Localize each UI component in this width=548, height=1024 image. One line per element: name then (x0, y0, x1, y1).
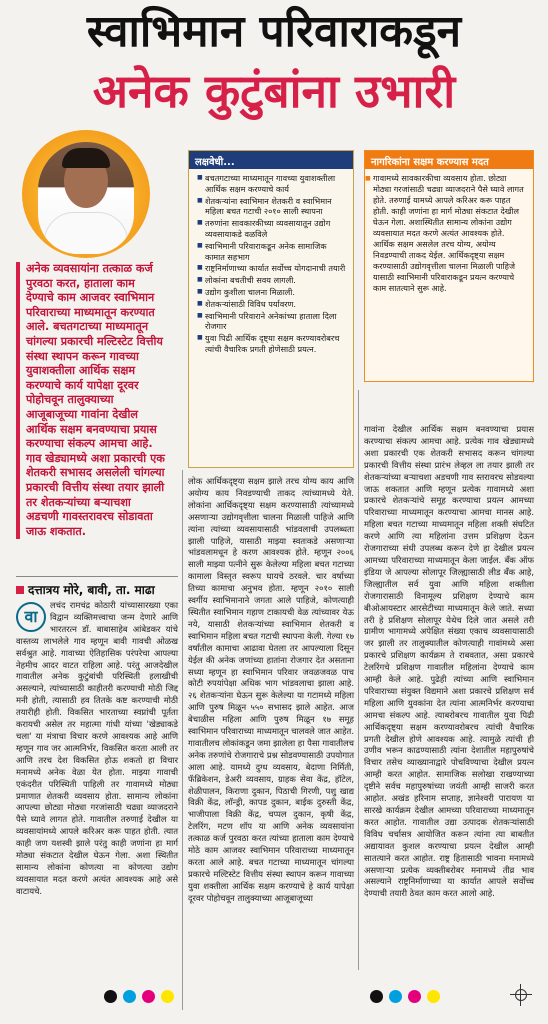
list-item: ■ स्वाभिमानी परिवाराकडून अनेक सामाजिक कामात सहभाग (197, 241, 347, 263)
registration-dot (123, 990, 136, 1003)
list-item: ■ युवा पिढी आर्थिक दृष्ट्या सक्षम करण्यावरोबरच त्यांची वैचारिक प्रगती होणेसाठी प्रयत्न. (197, 333, 347, 355)
list-item: ■ राष्ट्रनिर्माणाच्या कार्यात सर्वोच्च योगदानाची तयारी (197, 263, 347, 274)
registration-dot (408, 990, 421, 1003)
highlights-list (189, 169, 353, 355)
headline-line-1: स्वाभिमान परिवाराकडून (86, 6, 462, 57)
citizens-help-box (364, 150, 534, 382)
registration-dot (370, 990, 383, 1003)
list-item: ■ उद्योग कुशीला चालना मिळाली. (197, 287, 347, 298)
registration-marks-left (104, 990, 174, 1003)
article-column-1 (16, 600, 178, 898)
article-column-2: लोक आर्थिकदृष्ट्या सक्षम झाले तरच योग्य काय आणि अयोग्य काय निवडण्याची ताकद त्यांच्यामध्ये येते. लोकांना आर्थिकदृष्ट्या सक्षम करण्यासाठी त्यांच्यामध्ये असणाऱ्या उद्योगवृत्तीला चालना मिळाली पाहिजे आणि त्यांना त्यांच्या व्यवसायासाठी भांडवलाची उपलब्धता झाली पाहिजे, यासाठी माझ्या स्वतःकडे असणाऱ्या भांडवलामधून हे करण आवश्यक होते. म्हणून २००६ साली माझ्या पत्नीने सुरू केलेल्या महिला बचत गटाच्या कामाला विस्तृत स्वरूप घायचे ठरवले. चार वर्षाच्या तिच्या कामाचा अनुभव होता. म्हणून २०१० साली स्वर्गीय स्वाभिमानाने जगता आले पाहिजे, कोणत्याही स्थितीत स्वाभिमान गहाण टाकायची वेळ त्यांच्यावर येऊ नये, यासाठी शेतकऱ्यांच्या स्वाभिमान शेतकरी व स्वाभिमान महिला बचत गटाची स्थापना केली. गेल्या १७ वर्षांतील कामाचा आढावा घेतला तर आपल्याला दिसून येईल की अनेक जणांच्या हातांना रोजगार देत असताना सध्या म्हणून हा स्वाभिमान परिवार जवळजवळ पाच कोटी रुपयांपेक्षा अधिक भाग भांडवलाचा झाला आहे. २६ शेतकऱ्यांना घेऊन सुरू केलेल्या या गटामध्ये महिला आणि पुरुष मिळून ५५० सभासद झाले आहेत. आज बेचाळीस महिला आणि पुरुष मिळून १७ समूह स्वाभिमान परिवाराच्या माध्यमातून चालवले जात आहेत. गावातीलच लोकांकडून जमा झालेला हा पैसा गावातीलच अनेक तरुणांचे रोजगाराचे प्रश्न सोडवण्यासाठी उपयोगात आला आहे. यामध्ये दुग्ध व्यवसाय, बेदाणा निर्मिती, फॅब्रिकेशन, डेअरी व्यवसाय, ग्राहक सेवा केंद्र, हॉटेल, शेळीपालन, किराणा दुकान, पिठाची गिरणी, पशु खाद्य विक्री केंद्र, लॉन्ड्री, कापड दुकान, बाईक दुरुस्ती केंद्र, भाजीपाला विक्री केंद्र, चप्पल दुकान, कृषी केंद्र, टेलरिंग, मटण शॉप या आणि अनेक व्यवसायांना तत्काळ कर्ज पुरवठा करत त्यांच्या हाताला काम देण्याचे मोठे काम आजवर स्वाभिमान परिवाराच्या माध्यमातून करता आले आहे. बचत गटाच्या माध्यमातून चांगल्या प्रकारचे मल्टिस्टेट वित्तीय संस्था स्थापन करून गावाच्या युवा शक्तीला आर्थिक सक्षम करण्याचे हे कार्य यापेक्षा दूरवर पोहोचवून तालुक्याच्या आजूबाजूच्या (188, 476, 354, 903)
portrait-figure (38, 142, 134, 254)
column-1-text: लचंद रामचंद्र कोठारी यांच्यासारख्या एका विद्वान व्यक्तिमत्त्वाचा जन्म देणारे आणि भारतरत्न डॉ. बाबासाहेब आंबेडकर यांचे वास्तव्य लाभलेले गाव म्हणून बावी गावची ओळख सर्वश्रुत आहे. गावाच्या ऐतिहासिक परंपरेचा आपल्या नेहमीच आदर वाटत राहिला आहे. परंतु आजदेखील गावातील अनेक कुटुंबांची परिस्थिती हलाखीची असल्याने, त्यांच्यासाठी काहीतरी करण्याची मोठी जिद्द मनी होती, त्यासाठी हव तितके कष्ट करण्याची मोठी तयारीही होती. विकसित भारताच्या स्वप्नांची पूर्तता करायची असेल तर महात्मा गांधी यांच्या 'खेड्याकडे चला' या मंत्राचा विचार करणे आवश्यक आहे आणि म्हणून गाव जर आत्मनिर्भर, विकसित करता आली तर आणि तरच देश विकसित होऊ शकतो हा विचार मनामध्ये अनेक वेळा येत होता. माझ्या गावाची एकंदरीत परिस्थिती पाहिली तर गावामध्ये मोठ्या प्रमाणात शेतकरी व्यवसाय होता. सामान्य लोकांना आपल्या छोट्या मोठ्या गरजांसाठी चढ्या व्याजदराने पैसे घ्यावे लागत होते. गावातील तरुणाई देखील या व्यवसायांमध्ये आपले करिअर करू पाहत होती. त्यात काही जण यशस्वी झाले परंतु काही जणांना हा मार्ग मोठ्या संकटात देखील घेऊन गेला. अशा स्थितीत सामान्य लोकांना कोणत्या ना कोणत्या उद्योग व्यवसायात मदत करणे अत्यंत आवश्यक आहे असे वाटायचे. (16, 600, 178, 896)
citizens-help-header: नागरिकांना सक्षम करण्यास मदत (365, 151, 533, 169)
byline-marker-icon (16, 586, 24, 594)
registration-marks-right (370, 990, 440, 1003)
column-divider (182, 470, 183, 1010)
registration-dot (104, 990, 117, 1003)
lead-quote: अनेक व्यवसायांना तत्काळ कर्ज पुरवठा करत, हाताला काम देण्याचे काम आजवर स्वाभिमान परिवाराच्या माध्यमातून करण्यात आले. बचतगटाच्या माध्यमातून चांगल्या प्रकारची मल्टिस्टेट वित्तीय संस्था स्थापन करून गावच्या युवाशक्तीला आर्थिक सक्षम करण्याचे कार्य यापेक्षा दूरवर पोहोचवून तालुक्याच्या आजूबाजूच्या गावांना देखील आर्थिक सक्षम बनवण्याचा प्रयास करण्याचा संकल्प आमचा आहे. गाव खेड्यामध्ये अशा प्रकारची एक शेतकरी सभासद असलेली चांगल्या प्रकारची वित्तीय संस्था तयार झाली तर शेतकऱ्यांच्या बऱ्याचशा अडचणी गावस्तरावरच सोडावता जाऊ शकतात. (16, 262, 166, 539)
dropcap: वा (16, 602, 46, 632)
byline (16, 576, 178, 598)
article-column-3: गावांना देखील आर्थिक सक्षम बनवण्याचा प्रयास करण्याचा संकल्प आमचा आहे. प्रत्येक गाव खेड्यामध्ये अशा प्रकारची एक शेतकरी सभासद करून चांगल्या प्रकारची वित्तीय संस्था प्रारंभ लेव्हल ला तयार झाली तर शेतकऱ्यांच्या बऱ्याचशा अडचणी गाव स्तरावरच सोडवल्या जाऊ शकतात आणि म्हणून प्रत्येक गावामध्ये अशा प्रकारचे शेतकऱ्यांचे समूह करण्याचा प्रयत्न आमच्या परिवाराच्या माध्यमातून करण्याचा आमचा मानस आहे. महिला बचत गटाच्या माध्यमातून महिला शक्ती संघटित करणे आणि त्या महिलांना उत्तम प्रशिक्षण देऊन रोजगाराच्या संधी उपलब्ध करून देणे हा देखील प्रयत्न आमच्या परिवाराच्या माध्यमातून केला जाईल. बँक ऑफ इंडिया जे आपल्या सोलापूर जिल्ह्यासाठी लीड बँक आहे, जिल्ह्यातील सर्व युवा आणि महिला शक्तीला रोजगारासाठी विनामूल्य प्रशिक्षण देण्याचे काम बीओआयस्टार आरसेटीच्या माध्यमातून केले जाते. सध्या तरी हे प्रशिक्षण सोलापूर येथेच दिले जात असले तरी ग्रामीण भागामध्ये अपेक्षित संख्या एकाच व्यवसायासाठी जर झाली तर तालुक्यातील कोणत्याही गावांमध्ये असा प्रकारचे प्रशिक्षण कार्यक्रम ते राबवतात, असा प्रकारचे टेलरिंगचे प्रशिक्षण गावातील महिलांना देण्याचे काम आम्ही केले आहे. पुढेही त्यांच्या आणि स्वाभिमान परिवाराच्या संयुक्त विद्यमाने अशा प्रकारचे प्रशिक्षण सर्व महिला आणि युवकांना देत त्यांना आत्मनिर्भर करण्याचा आमचा संकल्प आहे. त्याबरोबरच गावातील युवा पिढी आर्थिकदृष्ट्या सक्षम करण्यावरोबरच त्यांची वैचारिक प्रगती देखील होणे आवश्यक आहे. त्यामुळे त्यांची ही उणीव भरून काढण्यासाठी त्यांना देशातील महापुरुषांचे विचार तसेच व्याख्यानाद्वारे पोचविण्याचा देखील प्रयत्न आम्ही करत आहोत. सामाजिक सलोखा राखण्याच्या दृष्टीने सर्वच महापुरुषांच्या जयंती आम्ही साजरी करत आहोत. अखंड हरिनाम सप्ताह, ज्ञानेश्वरी पारायण या सारखे कार्यक्रम देखील आमच्या परिवाराच्या माध्यमातून करत आहोत. गावातील उद्या उत्पादक शेतकऱ्यांसाठी विविध चर्चासत्र आयोजित करून त्यांना त्या बाबतीत अद्यायावत कुशल करण्याचा प्रयत्न देखील आम्ही सातत्याने करत आहोत. राष्ट्र हितासाठी भावना मनामध्ये असणाऱ्या प्रत्येक व्यक्तीबरोबर मनामध्ये तीव्र भाव असल्याने राष्ट्रनिर्माणाच्या या कार्यात आपले सर्वोच्च देण्याची तयारी ठेवत काम करत आलो आहे. (364, 424, 534, 899)
crop-mark-icon (510, 984, 532, 1006)
list-item: ■ बचतगटाच्या माध्यमातून गावच्या युवाशक्तीला आर्थिक सक्षम करण्याचे कार्य (197, 173, 347, 195)
registration-dot (161, 990, 174, 1003)
headline-line-2: अनेक कुटुंबांना उभारी (92, 64, 456, 118)
registration-dot (389, 990, 402, 1003)
citizens-help-text: ■ गावामध्ये सावकारकीचा व्यवसाय होता. छोट्या मोठ्या गरजांसाठी चढ्या व्याजदराने पैसे घ्यावे लागत होते. तरुणाई यामध्ये आपले करिअर करू पाहत होती. काही जणांना हा मार्ग मोठ्या संकटात देखील घेऊन गेला. अशास्थितीत सामान्य लोकांना उद्योग व्यवसायात मदत करणे अत्यंत आवश्यक होते. आर्थिक सक्षम असलेल तरच योग्य, अयोग्य निवडण्याची ताकद येईल. आर्थिकदृष्ट्या सक्षम करण्यासाठी उद्योगवृत्तीला चालना मिळाली पाहिजे यासाठी स्वाभिमानी परिवाराकडून प्रयत्न करण्याचे काम सातत्याने सुरू आहे. (365, 169, 533, 294)
list-item: ■ शेतकऱ्यांना स्वाभिमान शेतकरी व स्वाभिमान महिला बचत गटाची २०१० साली स्थापना (197, 196, 347, 218)
list-item: ■ लोकांना बचतीची सवय लागली. (197, 275, 347, 286)
list-item: ■ स्वाभिमानी परिवाराने अनेकांच्या हाताला दिला रोजगार (197, 311, 347, 333)
registration-dot (427, 990, 440, 1003)
highlights-header: लक्षवेधी... (189, 151, 353, 169)
portrait-photo (22, 130, 150, 258)
list-item: ■ तरुणांना सावकारकीच्या व्यवसायातून उद्योग व्यवसायाकडे वळविले (197, 218, 347, 240)
byline-text: दत्तात्रय मोरे, बावी, ता. माढा (28, 583, 155, 597)
highlights-box (188, 150, 354, 468)
list-item: ■ शेतकऱ्यांसाठी विविध पर्यावरण. (197, 299, 347, 310)
registration-dot (142, 990, 155, 1003)
column-divider (358, 390, 359, 970)
